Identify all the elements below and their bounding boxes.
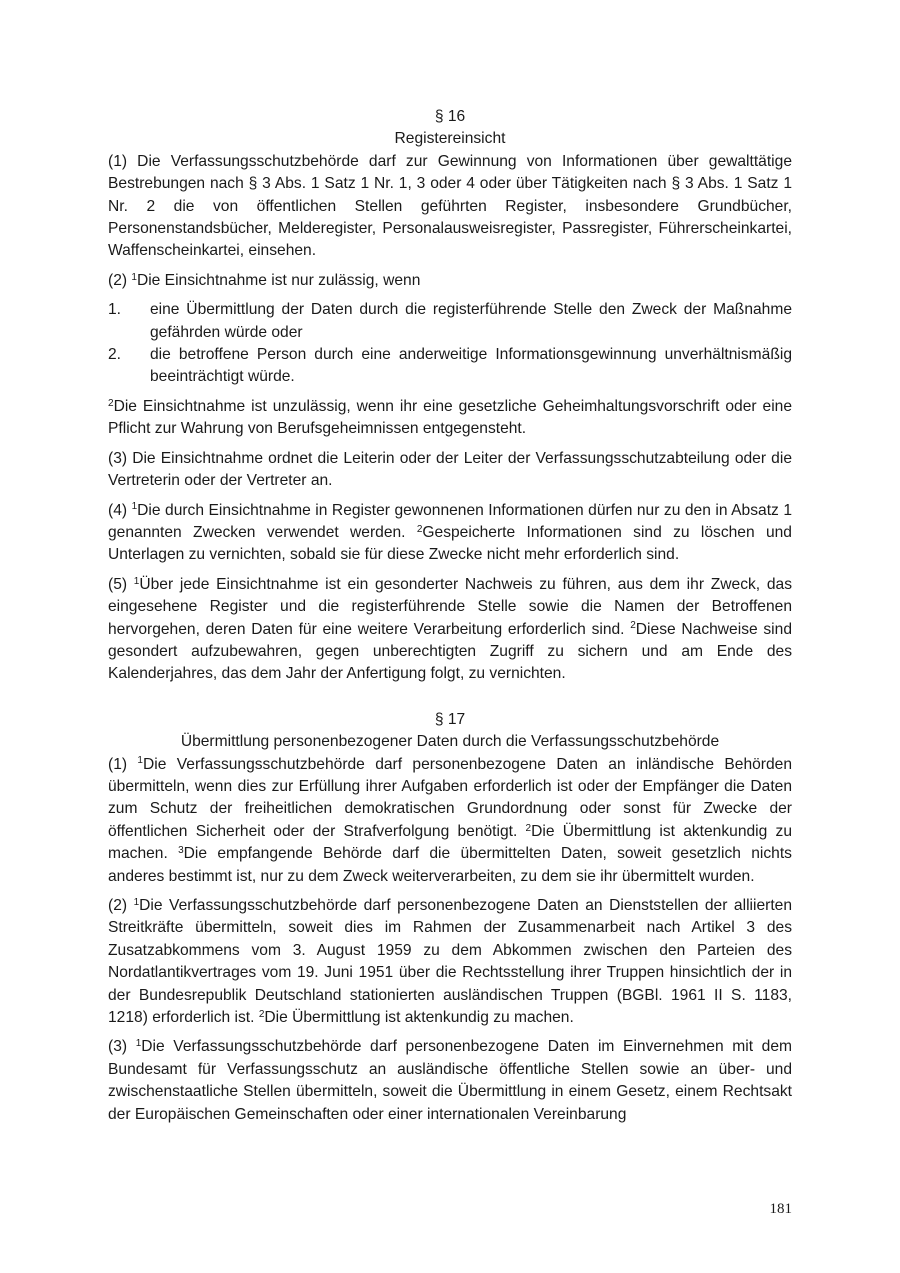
s16-p5-text1: Über jede Einsichtnahme ist ein gesonderter Nachweis zu führen, aus dem ihr Zweck, das eingesehene Register und die registerführende Stelle sowie die Namen der Betroffenen hervorgehen, deren Daten für eine weitere Verarbeitung erforderlich sind. — [108, 575, 792, 638]
section-17-number: § 17 — [434, 710, 466, 728]
s17-p3-sup1: 1 — [135, 1038, 142, 1050]
s17-p1-sup1: 1 — [137, 755, 143, 767]
s16-paragraph-1: (1) Die Verfassungsschutzbehörde darf zur Gewinnung von Informationen über gewalttätige Bestrebungen nach § 3 Abs. 1 Satz 1 Nr. 1, 3 oder 4 oder über Tätigkeiten nach § 3 Abs. 1 Satz 1 Nr. 2 die von öffentlichen Stellen geführten Register, insbesondere Grundbücher, Personenstandsbücher, Melderegister, Personalausweisregister, Passregister, Führerscheinkartei, Waffenscheinkartei, einsehen. — [108, 152, 792, 260]
s17-paragraph-1 — [108, 754, 792, 888]
section-17-heading — [108, 709, 792, 754]
s16-p4-prefix: (4) — [108, 501, 132, 519]
list-item-number: 2. — [108, 346, 122, 364]
s16-p4-sup1: 1 — [131, 501, 138, 513]
list-item-text: eine Übermittlung der Daten durch die registerführende Stelle den Zweck der Maßnahme gefährden würde oder — [150, 301, 792, 341]
list-item — [108, 344, 792, 389]
s17-p1-sup2: 2 — [525, 822, 532, 834]
page-number: 181 — [769, 1201, 792, 1217]
list-item-text: die betroffene Person durch eine anderweitige Informationsgewinnung unverhältnismäßig beeinträchtigt würde. — [150, 346, 792, 386]
section-16-title: Registereinsicht — [394, 130, 506, 148]
section-16-heading — [108, 106, 792, 151]
s17-p3-prefix: (3) — [108, 1038, 136, 1056]
s17-p2-text2: Die Übermittlung ist aktenkundig zu machen. — [264, 1009, 574, 1027]
s17-paragraph-2 — [108, 895, 792, 1029]
s17-p2-sup2: 2 — [258, 1008, 265, 1020]
s16-p5-sup2: 2 — [630, 620, 636, 632]
s16-paragraph-5 — [108, 574, 792, 686]
s16-paragraph-2b — [108, 396, 792, 441]
s17-p1-sup3: 3 — [178, 845, 184, 856]
s16-paragraph-2-intro — [108, 270, 792, 292]
s16-p5-prefix: (5) — [108, 575, 134, 593]
section-16-number: § 16 — [434, 108, 466, 125]
s16-condition-list — [108, 299, 792, 389]
s17-paragraph-3 — [108, 1036, 792, 1126]
s16-p5-sup1: 1 — [133, 575, 140, 587]
s17-p2-sup1: 1 — [133, 896, 140, 908]
s17-p1-text2: Die Übermittlung ist aktenkundig zu machen. — [108, 822, 792, 863]
s16-p4-text2: Gespeicherte Informationen sind zu löschen und Unterlagen zu vernichten, sobald sie für diese Zwecke nicht mehr erforderlich sind. — [108, 523, 792, 564]
s16-p4-text1: Die durch Einsichtnahme in Register gewonnenen Informationen dürfen nur zu den in Absatz 1 genannten Zwecken verwendet werden. — [108, 501, 792, 541]
s16-paragraph-3: (3) Die Einsichtnahme ordnet die Leiterin oder der Leiter der Verfassungsschutzabteilung oder die Vertreterin oder der Vertreter an. — [108, 449, 792, 490]
s17-p3-text1: Die Verfassungsschutzbehörde darf personenbezogene Daten im Einvernehmen mit dem Bundesamt für Verfassungsschutz an ausländische öffentliche Stellen sowie an über- und zwischenstaatliche Stellen übermitteln, soweit die Übermittlung in einem Gesetz, einem Rechtsakt der Europäischen Gemeinschaften oder einer internationalen Vereinbarung — [108, 1038, 793, 1123]
section-spacer — [108, 693, 792, 709]
s16-p2-sup1: 1 — [131, 271, 137, 283]
s16-p2-text: Die Einsichtnahme ist nur zulässig, wenn — [136, 271, 421, 289]
s17-p2-text1: Die Verfassungsschutzbehörde darf personenbezogene Daten an Dienststellen der alliierten Streitkräfte übermitteln, soweit dies im Rahmen der Zusammenarbeit nach Artikel 3 des Zusatzabkommens vom 3. August 1959 zu dem Abkommen zwischen den Parteien des Nordatlantikvertrages vom 19. Juni 1951 über die Rechtsstellung ihrer Truppen hinsichtlich der in der Bundesrepublik Deutschland stationierten ausländischen Truppen (BGBl. 1961 II S. 1183, 1218) erforderlich ist. — [108, 897, 792, 1027]
document-page — [108, 106, 792, 1133]
section-17-title: Übermittlung personenbezogener Daten durch die Verfassungsschutzbehörde — [180, 733, 720, 751]
s16-p2b-text: Die Einsichtnahme ist unzulässig, wenn ihr eine gesetzliche Geheimhaltungsvorschrift oder eine Pflicht zur Wahrung von Berufsgeheimnissen entgegensteht. — [108, 397, 792, 438]
s16-p5-text2: Diese Nachweise sind gesondert aufzubewahren, gegen unberechtigten Zugriff zu sichern und am Ende des Kalenderjahres, das dem Jahr der Anfertigung folgt, zu vernichten. — [108, 620, 792, 683]
list-item-number: 1. — [108, 301, 122, 319]
s17-p1-prefix: (1) — [108, 755, 138, 773]
s16-paragraph-4 — [108, 500, 792, 567]
list-item — [108, 299, 792, 344]
s17-p1-text3: Die empfangende Behörde darf die übermittelten Daten, soweit gesetzlich nichts anderes bestimmt ist, nur zu dem Zweck weiterverarbeiten, zu dem sie ihr übermittelt wurden. — [108, 845, 792, 885]
s17-p2-prefix: (2) — [108, 897, 134, 914]
s16-p4-sup2: 2 — [416, 523, 423, 535]
s17-p1-text1: Die Verfassungsschutzbehörde darf personenbezogene Daten an inländische Behörden übermitteln, wenn dies zur Erfüllung ihrer Aufgaben erforderlich ist oder der Empfänger die Daten zum Schutz der freiheitlichen demokratischen Grundordnung oder sonst für Zwecke der öffentlichen Sicherheit oder der Strafverfolgung benötigt. — [108, 755, 792, 840]
s16-p2-prefix: (2) — [108, 271, 132, 289]
s16-p2b-sup: 2 — [108, 397, 114, 409]
